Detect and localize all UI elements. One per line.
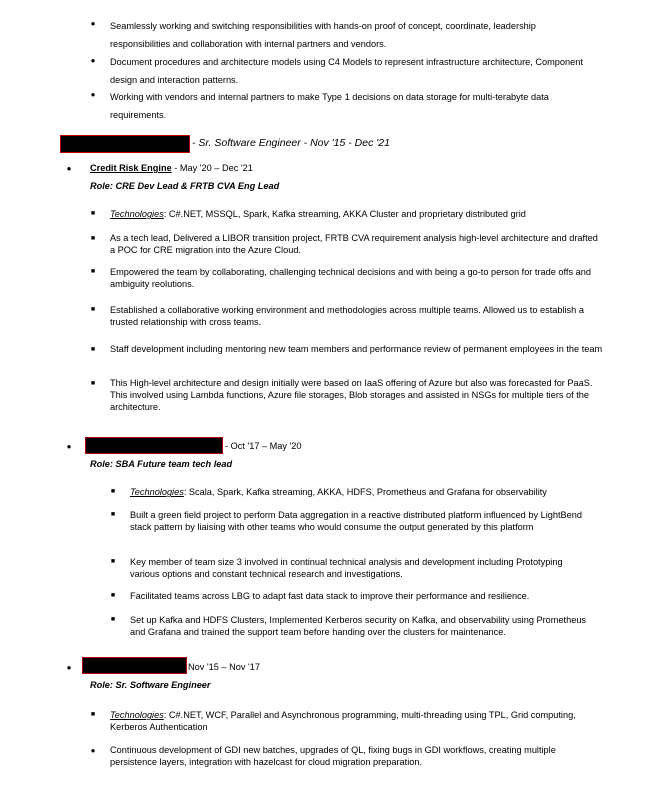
technologies-label: Technologies xyxy=(110,209,164,219)
job-dates: - May '20 – Dec '21 xyxy=(171,163,253,173)
technologies-line xyxy=(130,486,610,498)
top-bullet-text: Working with vendors and internal partners to make Type 1 decisions on data storage for multi-terabyte data requirements. xyxy=(110,92,549,120)
bullet-square: ■ xyxy=(90,306,96,313)
bullet-square: ■ xyxy=(110,511,116,518)
job-header xyxy=(90,162,253,174)
bullet-square: ■ xyxy=(110,558,116,565)
redacted-employer-name xyxy=(60,135,190,153)
bullet-square: ■ xyxy=(90,380,96,387)
bullet-square: ■ xyxy=(90,210,96,217)
job-bullet-text: Staff development including mentoring new team members and performance review of permanent employees in the team xyxy=(110,344,603,354)
job-bullet-text: Facilitated teams across LBG to adapt fast data stack to improve their performance and resilience. xyxy=(130,591,530,601)
bullet-square: ■ xyxy=(110,592,116,599)
bullet-dot: ● xyxy=(90,56,96,65)
job-bullet-text: Empowered the team by collaborating, challenging technical decisions and with being a go-to person for trade offs and ambiguity reolutions. xyxy=(110,267,591,289)
technologies-line xyxy=(110,208,610,220)
job-bullet-text: As a tech lead, Delivered a LIBOR transition project, FRTB CVA requirement analysis high-level architecture and drafted a POC for CRE migration into the Azure Cloud. xyxy=(110,233,598,255)
bullet-dot: ● xyxy=(66,442,72,451)
bullet-square: ■ xyxy=(110,616,116,623)
top-bullet-text: Seamlessly working and switching responsibilities with hands-on proof of concept, coordinate, leadership responsibilities and collaboration with internal partners and vendors. xyxy=(110,21,536,49)
bullet-dot: ● xyxy=(90,746,96,755)
bullet-dot: ● xyxy=(90,19,96,28)
bullet-square: ■ xyxy=(90,235,96,242)
job-bullet-text: This High-level architecture and design initially were based on IaaS offering of Azure but also was forecasted for PaaS. This involved using Lambda functions, Azure file storages, Blob storages and assisted in NSGs for multiple tiers of the architecture. xyxy=(110,378,593,412)
technologies-label: Technologies xyxy=(110,710,164,720)
technologies-value: : C#.NET, WCF, Parallel and Asynchronous programming, multi-threading using TPL, Grid computing, Kerberos Authentication xyxy=(110,710,576,732)
job-bullet-text: Key member of team size 3 involved in continual technical analysis and development including Prototyping various options and constant technical research and investigations. xyxy=(130,557,563,579)
job-dates: Nov '15 – Nov '17 xyxy=(188,662,260,672)
technologies-label: Technologies xyxy=(130,487,184,497)
technologies-value: : C#.NET, MSSQL, Spark, Kafka streaming, AKKA Cluster and proprietary distributed grid xyxy=(163,209,526,219)
project-name: Credit Risk Engine xyxy=(90,163,172,173)
job-dates: - Oct '17 – May '20 xyxy=(225,441,302,451)
job-role: Role: SBA Future team tech lead xyxy=(90,459,233,469)
job-bullet-text: Continuous development of GDI new batches, upgrades of QL, fixing bugs in GDI workflows, creating multiple persistence layers, integration with hazelcast for cloud migration preparation. xyxy=(110,745,556,767)
job-bullet-text: Built a green field project to perform Data aggregation in a reactive distributed platform influenced by LightBend stack pattern by liaising with other teams who would consume the output generated by this platform xyxy=(130,510,582,532)
bullet-square: ■ xyxy=(110,488,116,495)
technologies-line xyxy=(110,709,590,733)
bullet-square: ■ xyxy=(90,711,96,718)
job-role: Role: CRE Dev Lead & FRTB CVA Eng Lead xyxy=(90,181,280,191)
redacted-project-name xyxy=(82,657,187,674)
job-bullet-text: Established a collaborative working environment and methodologies across multiple teams. Allowed us to establish a trusted relationship with cross teams. xyxy=(110,305,584,327)
job-bullet-text: Set up Kafka and HDFS Clusters, Implemented Kerberos security on Kafka, and observability using Prometheus and Grafana and trained the support team before handing over the clusters for maintenance. xyxy=(130,615,587,637)
bullet-dot: ● xyxy=(66,663,72,672)
job-role: Role: Sr. Software Engineer xyxy=(90,680,211,690)
top-bullet-text: Document procedures and architecture models using C4 Models to represent infrastructure architecture, Component design and interaction patterns. xyxy=(110,57,583,85)
bullet-square: ■ xyxy=(90,268,96,275)
employer-heading-title: - Sr. Software Engineer - Nov '15 - Dec '21 xyxy=(192,137,390,149)
bullet-square: ■ xyxy=(90,346,96,353)
bullet-dot: ● xyxy=(90,90,96,99)
redacted-project-name xyxy=(85,437,223,454)
technologies-value: : Scala, Spark, Kafka streaming, AKKA, HDFS, Prometheus and Grafana for observability xyxy=(183,487,547,497)
bullet-dot: ● xyxy=(66,164,72,173)
